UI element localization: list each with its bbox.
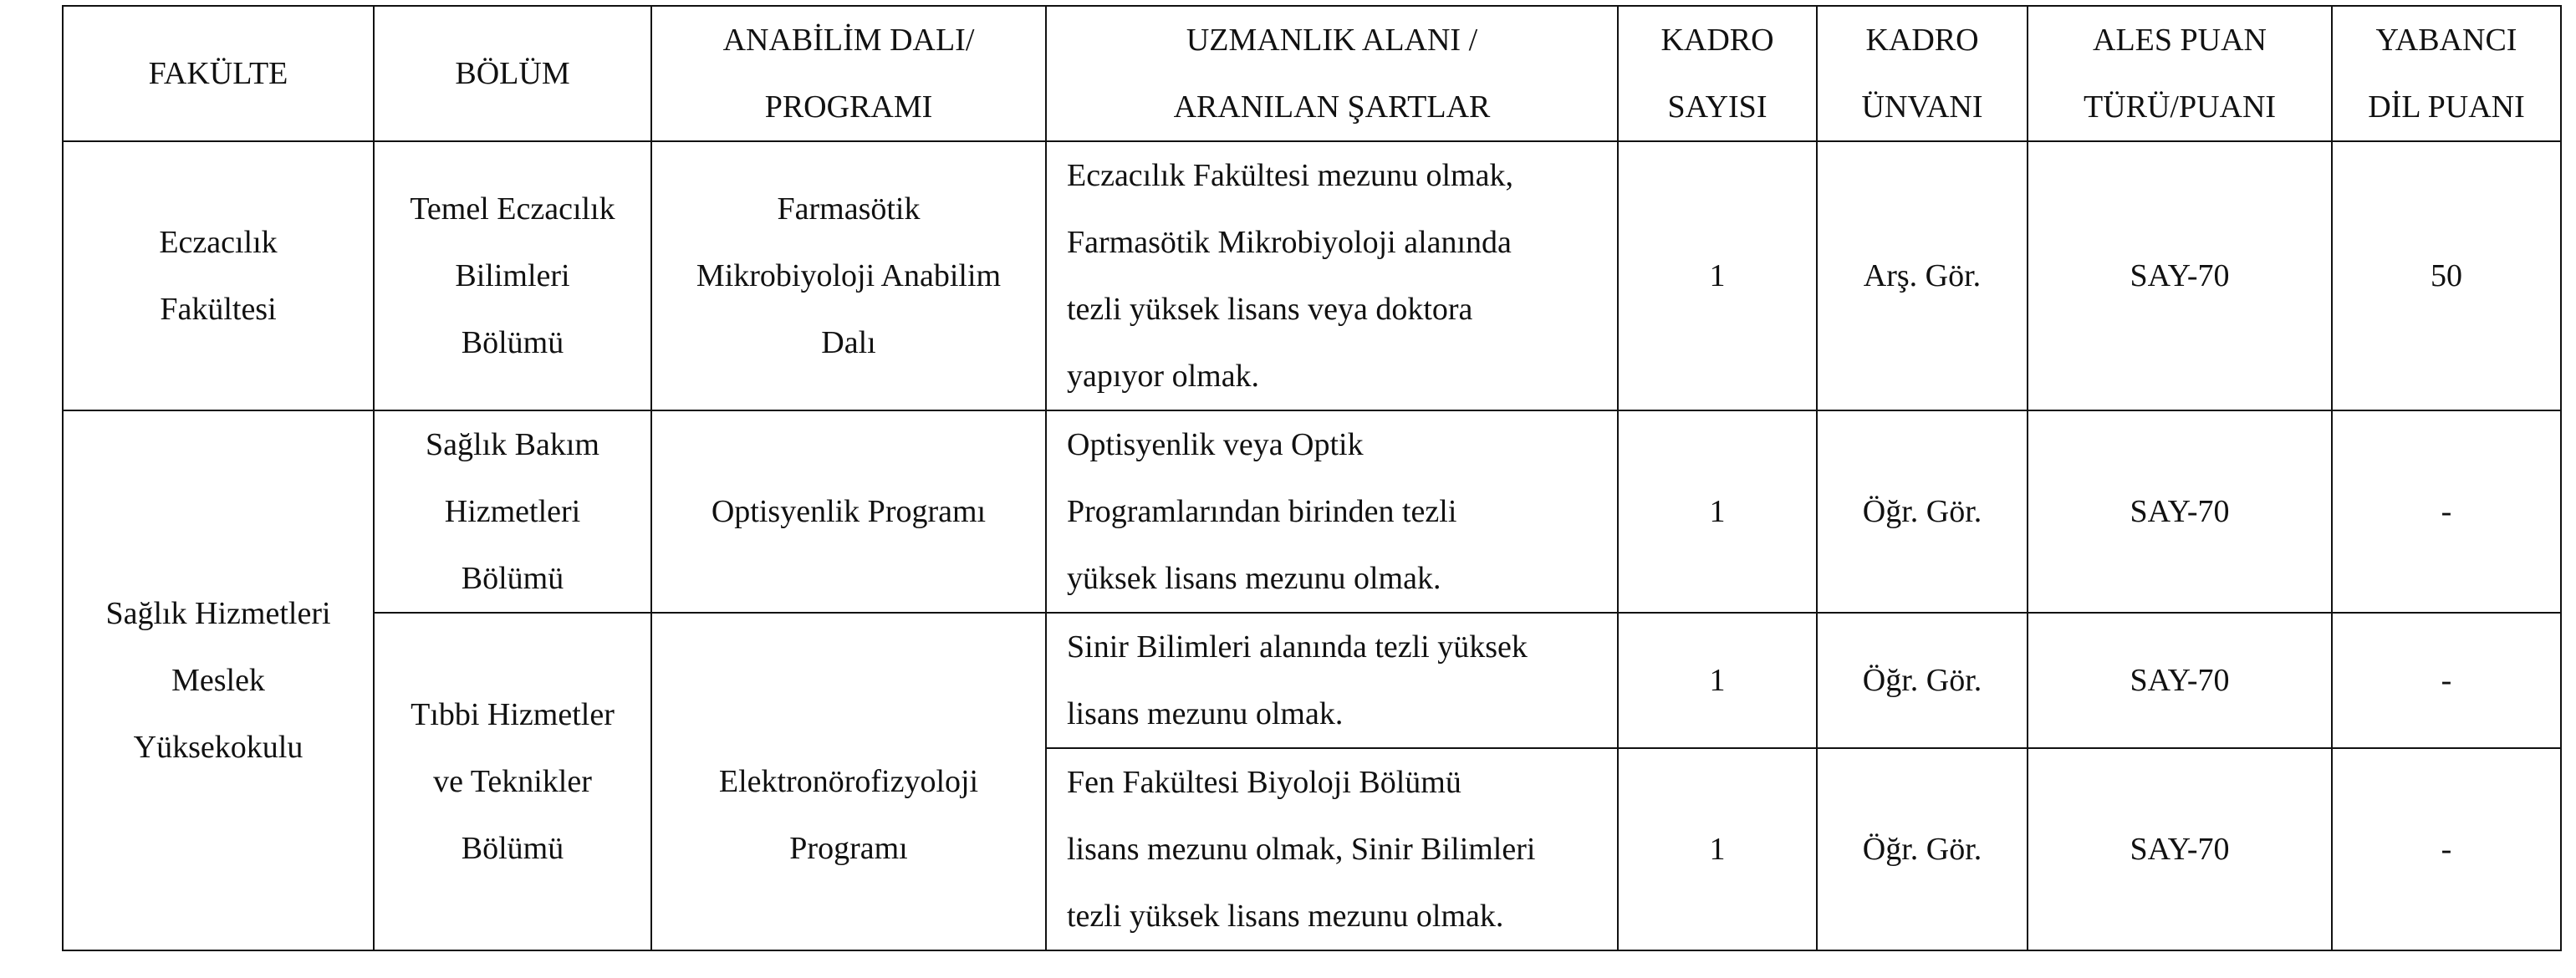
header-fakulte: [63, 6, 374, 141]
header-anabilim-line: ANABİLİM DALI/: [722, 23, 975, 58]
cell-ales: SAY-70: [2028, 748, 2332, 950]
cell-line: Eczacılık Fakültesi mezunu olmak,: [1067, 158, 1513, 193]
cell-yabanci: 50: [2332, 141, 2561, 410]
header-fakulte-line: FAKÜLTE: [148, 56, 288, 91]
cell-line: Bölümü: [461, 325, 564, 360]
cell-line: Mikrobiyoloji Anabilim: [696, 258, 1002, 293]
header-ales-line: TÜRÜ/PUANI: [2083, 89, 2277, 125]
header-kadro-unvani-line: ÜNVANI: [1861, 89, 1983, 125]
cell-line: Sağlık Hizmetleri: [105, 596, 331, 631]
header-uzmanlik: [1046, 6, 1618, 141]
header-yabanci-line: DİL PUANI: [2368, 89, 2525, 125]
cell-bolum: [374, 141, 651, 410]
cell-line: yüksek lisans mezunu olmak.: [1067, 561, 1441, 596]
cell-line: Bölümü: [461, 561, 564, 596]
header-kadro-sayisi-line: SAYISI: [1667, 89, 1767, 125]
cell-kadro-unvani: Öğr. Gör.: [1817, 613, 2028, 748]
cell-anabilim: [651, 410, 1046, 613]
cell-kadro-sayisi: 1: [1618, 410, 1817, 613]
header-kadro-unvani-line: KADRO: [1865, 23, 1979, 58]
header-uzmanlik-line: ARANILAN ŞARTLAR: [1173, 89, 1491, 125]
cell-line: yapıyor olmak.: [1067, 359, 1260, 394]
header-ales-line: ALES PUAN: [2093, 23, 2267, 58]
cell-line: ve Teknikler: [433, 764, 592, 799]
cell-line: Sağlık Bakım: [426, 427, 599, 462]
cell-line: Eczacılık: [159, 225, 278, 260]
cell-line: Programlarından birinden tezli: [1067, 494, 1457, 529]
cell-uzmanlik: [1046, 141, 1618, 410]
cell-line: Sinir Bilimleri alanında tezli yüksek: [1067, 629, 1528, 665]
table-row: [63, 410, 2561, 613]
cell-kadro-sayisi: 1: [1618, 141, 1817, 410]
cell-uzmanlik: [1046, 410, 1618, 613]
header-yabanci-line: YABANCI: [2375, 23, 2517, 58]
cell-kadro-unvani: Öğr. Gör.: [1817, 748, 2028, 950]
header-kadro-sayisi: [1618, 6, 1817, 141]
cell-line: Fakültesi: [160, 292, 277, 327]
cell-line: lisans mezunu olmak, Sinir Bilimleri: [1067, 832, 1536, 867]
cell-fakulte: [63, 410, 374, 950]
header-uzmanlik-line: UZMANLIK ALANI /: [1186, 23, 1478, 58]
header-bolum: [374, 6, 651, 141]
cell-kadro-unvani: Öğr. Gör.: [1817, 410, 2028, 613]
header-bolum-line: BÖLÜM: [455, 56, 570, 91]
cell-line: Optisyenlik veya Optik: [1067, 427, 1364, 462]
header-row: [63, 6, 2561, 141]
cell-kadro-sayisi: 1: [1618, 748, 1817, 950]
header-anabilim-line: PROGRAMI: [764, 89, 933, 125]
header-yabanci: [2332, 6, 2561, 141]
kadro-table: [62, 5, 2562, 951]
cell-bolum: [374, 613, 651, 950]
cell-line: Optisyenlik Programı: [711, 494, 987, 529]
cell-line: Bölümü: [461, 831, 564, 866]
cell-line: Dalı: [821, 325, 876, 360]
cell-uzmanlik: [1046, 748, 1618, 950]
cell-yabanci: -: [2332, 748, 2561, 950]
cell-ales: SAY-70: [2028, 410, 2332, 613]
cell-anabilim: [651, 613, 1046, 950]
cell-line: Meslek: [171, 663, 265, 698]
cell-line: Farmasötik: [777, 191, 921, 227]
cell-line: Temel Eczacılık: [410, 191, 615, 227]
header-anabilim: [651, 6, 1046, 141]
cell-fakulte: [63, 141, 374, 410]
cell-ales: SAY-70: [2028, 141, 2332, 410]
cell-yabanci: -: [2332, 613, 2561, 748]
cell-yabanci: -: [2332, 410, 2561, 613]
cell-line: Yüksekokulu: [133, 730, 304, 765]
header-ales: [2028, 6, 2332, 141]
cell-bolum: [374, 410, 651, 613]
cell-kadro-sayisi: 1: [1618, 613, 1817, 748]
cell-anabilim: [651, 141, 1046, 410]
cell-line: Fen Fakültesi Biyoloji Bölümü: [1067, 765, 1461, 800]
cell-ales: SAY-70: [2028, 613, 2332, 748]
cell-line: Elektronörofizyoloji: [718, 764, 979, 799]
cell-line: Tıbbi Hizmetler: [411, 697, 615, 732]
cell-line: Hizmetleri: [444, 494, 581, 529]
cell-line: Bilimleri: [455, 258, 570, 293]
cell-line: Programı: [789, 831, 908, 866]
table-row: [63, 141, 2561, 410]
cell-line: lisans mezunu olmak.: [1067, 696, 1344, 731]
cell-uzmanlik: [1046, 613, 1618, 748]
header-kadro-sayisi-line: KADRO: [1660, 23, 1774, 58]
cell-kadro-unvani: Arş. Gör.: [1817, 141, 2028, 410]
cell-line: Farmasötik Mikrobiyoloji alanında: [1067, 225, 1512, 260]
header-kadro-unvani: [1817, 6, 2028, 141]
cell-line: tezli yüksek lisans veya doktora: [1067, 292, 1473, 327]
cell-line: tezli yüksek lisans mezunu olmak.: [1067, 899, 1504, 934]
table-row: [63, 613, 2561, 748]
